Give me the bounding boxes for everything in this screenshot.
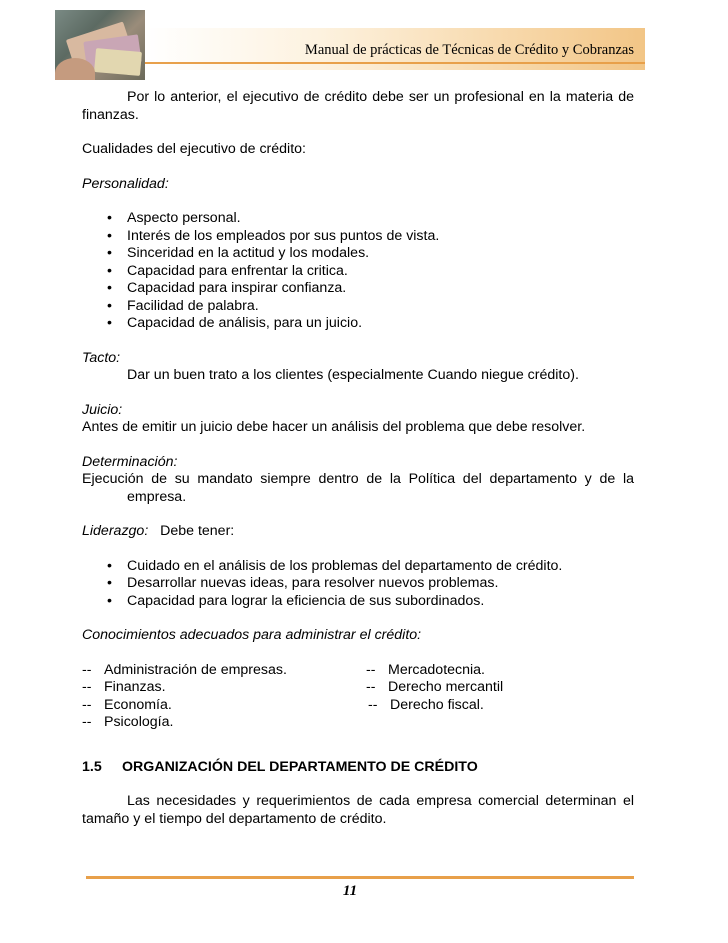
list-item: • Facilidad de palabra. [82,298,634,316]
knowledge-item: Mercadotecnia. [388,661,485,678]
header-photo [55,10,145,80]
banknote [94,48,142,76]
hand [55,58,95,80]
page-number: 11 [342,883,358,899]
section-title: ORGANIZACIÓN DEL DEPARTAMENTO DE CRÉDITO [122,758,478,775]
leadership-line [82,523,634,541]
judgment-text: Antes de emitir un juicio debe hacer un análisis del problema que debe resolver. [82,419,586,435]
leadership-list [82,558,634,611]
list-item: • Interés de los empleados por sus puntos de vista. [82,228,634,246]
knowledge-item: Derecho fiscal. [390,696,484,713]
list-item: • Capacidad para lograr la eficiencia de sus subordinados. [82,593,634,611]
knowledge-list [82,662,634,732]
page-content [82,89,634,828]
dash: -- [366,661,376,678]
header-title: Manual de prácticas de Técnicas de Crédito y Cobranzas [304,42,634,58]
dash: -- [82,661,92,678]
leadership-label: Liderazgo: [82,523,149,539]
personality-list [82,210,634,333]
intro-paragraph: Por lo anterior, el ejecutivo de crédito debe ser un profesional en la materia de finanzas. [82,89,634,123]
section-heading [82,759,634,777]
list-item: • Capacidad para inspirar confianza. [82,280,634,298]
list-item: • Capacidad de análisis, para un juicio. [82,315,634,333]
dash: -- [366,679,376,695]
list-item: • Sinceridad en la actitud y los modales. [82,245,634,263]
knowledge-item: Psicología. [104,714,174,730]
dash: -- [368,696,378,713]
tact-label: Tacto: [82,349,121,366]
dash: -- [82,714,92,730]
tact-text: Dar un buen trato a los clientes (especialmente Cuando niegue crédito). [127,367,579,383]
list-item: • Aspecto personal. [82,210,634,228]
list-item: • Desarrollar nuevas ideas, para resolver nuevos problemas. [82,575,634,593]
knowledge-item: Economía. [104,696,172,713]
knowledge-item: Finanzas. [104,679,166,695]
personality-label: Personalidad: [82,175,169,192]
leadership-suffix: Debe tener: [160,523,235,539]
header-divider [145,62,645,64]
list-item: • Capacidad para enfrentar la critica. [82,263,634,281]
knowledge-item: Derecho mercantil [388,679,504,695]
determination-label: Determinación: [82,453,178,470]
knowledge-item: Administración de empresas. [104,661,287,678]
footer-divider [86,876,634,879]
dash: -- [82,696,92,713]
dash: -- [82,679,92,695]
section-number: 1.5 [82,758,102,775]
judgment-label: Juicio: [82,401,123,418]
knowledge-label: Conocimientos adecuados para administrar el crédito: [82,627,422,643]
closing-paragraph: Las necesidades y requerimientos de cada empresa comercial determinan el tamaño y el tiempo del departamento de crédito. [82,793,634,827]
determination-text: Ejecución de su mandato siempre dentro de la Política del departamento y de la empresa. [82,471,634,505]
qualities-title: Cualidades del ejecutivo de crédito: [82,141,306,157]
list-item: • Cuidado en el análisis de los problemas del departamento de crédito. [82,558,634,576]
